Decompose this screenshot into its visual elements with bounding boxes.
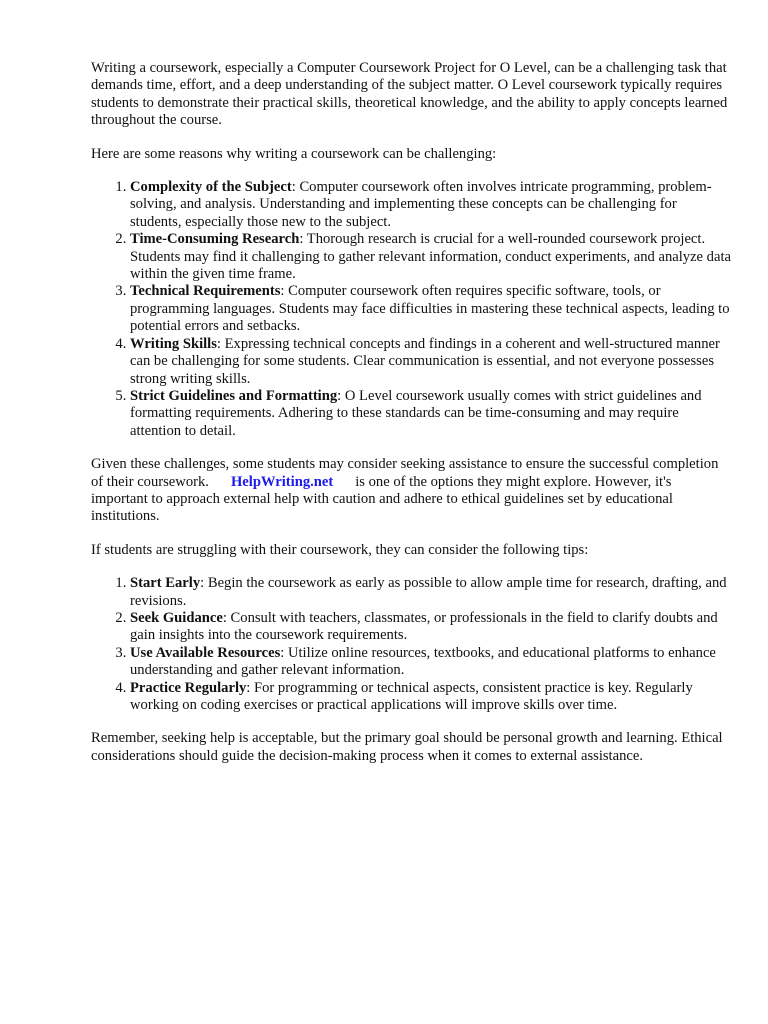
list-item-separator: : [280, 644, 285, 661]
tips-list [91, 575, 731, 714]
list-item [130, 645, 731, 680]
list-item-title: Time-Consuming Research [130, 231, 300, 248]
list-item-separator: : [299, 231, 304, 248]
list-item-title: Strict Guidelines and Formatting [130, 387, 338, 404]
list-item-separator: : [200, 575, 205, 592]
challenges-intro: Here are some reasons why writing a coursework can be challenging: [91, 145, 497, 162]
list-item-title: Writing Skills [130, 335, 217, 352]
list-item-separator: : [280, 283, 285, 300]
list-item-text: Computer coursework often involves intricate programming, problem-solving, and analysis. Understanding and implementing these concepts can be challenging for students, especially those new to the subject. [130, 179, 712, 230]
list-item [130, 336, 731, 388]
challenges-list [91, 179, 731, 440]
list-item-title: Use Available Resources [130, 644, 281, 661]
list-item-text: O Level coursework usually comes with strict guidelines and formatting requirements. Adhering to these standards can be time-consuming and may require attention to detail. [130, 387, 702, 439]
closing-paragraph: Remember, seeking help is acceptable, but the primary goal should be personal growth and learning. Ethical considerations should guide the decision-making process when it comes to external assistance. [91, 730, 723, 764]
list-item-separator: : [337, 387, 342, 404]
list-item-separator: : [246, 679, 251, 696]
list-item-text: Utilize online resources, textbooks, and educational platforms to enhance understanding and gather relevant information. [130, 644, 716, 679]
assistance-text-after: is one of the options they might explore. However, it's important to approach external help with caution and adhere to ethical guidelines set by educational institutions. [91, 473, 673, 525]
list-item [130, 680, 731, 715]
list-item-text: For programming or technical aspects, consistent practice is key. Regularly working on coding exercises or practical applications will improve skills over time. [130, 679, 693, 713]
list-item-title: Start Early [130, 575, 201, 592]
list-item-text: Consult with teachers, classmates, or professionals in the field to clarify doubts and gain insights into the coursework requirements. [130, 609, 718, 644]
list-item [130, 283, 731, 335]
list-item-text: Begin the coursework as early as possible to allow ample time for research, drafting, and revisions. [130, 575, 727, 609]
list-item [130, 610, 731, 645]
list-item-text: Thorough research is crucial for a well-rounded coursework project. Students may find it challenging to gather relevant information, conduct experiments, and analyze data within the given time frame. [130, 231, 731, 283]
helpwriting-link[interactable]: HelpWriting.net [230, 473, 334, 490]
assistance-text-before: Given these challenges, some students may consider seeking assistance to ensure the successful completion of their coursework. [91, 456, 719, 490]
document-page [91, 60, 731, 781]
list-item-separator: : [291, 179, 296, 196]
list-item-title: Practice Regularly [130, 679, 247, 696]
list-item [130, 231, 731, 283]
list-item-title: Technical Requirements [130, 283, 281, 300]
list-item-separator: : [216, 335, 221, 352]
list-item [130, 575, 731, 610]
list-item-separator: : [222, 609, 227, 626]
list-item-title: Seek Guidance [130, 609, 223, 626]
list-item [130, 179, 731, 231]
tips-intro: If students are struggling with their coursework, they can consider the following tips: [91, 541, 589, 558]
list-item [130, 388, 731, 440]
intro-paragraph: Writing a coursework, especially a Computer Coursework Project for O Level, can be a challenging task that demands time, effort, and a deep understanding of the subject matter. O Level coursework typically requires students to demonstrate their practical skills, theoretical knowledge, and the ability to apply concepts learned throughout the course. [91, 60, 728, 129]
list-item-text: Expressing technical concepts and findings in a coherent and well-structured manner can be challenging for some students. Clear communication is essential, and not everyone possesses strong writing skills. [130, 335, 720, 387]
list-item-title: Complexity of the Subject [130, 179, 292, 196]
list-item-text: Computer coursework often requires specific software, tools, or programming languages. Students may face difficulties in mastering these technical aspects, leading to potential errors and setbacks. [130, 283, 730, 335]
assistance-paragraph [91, 456, 731, 526]
